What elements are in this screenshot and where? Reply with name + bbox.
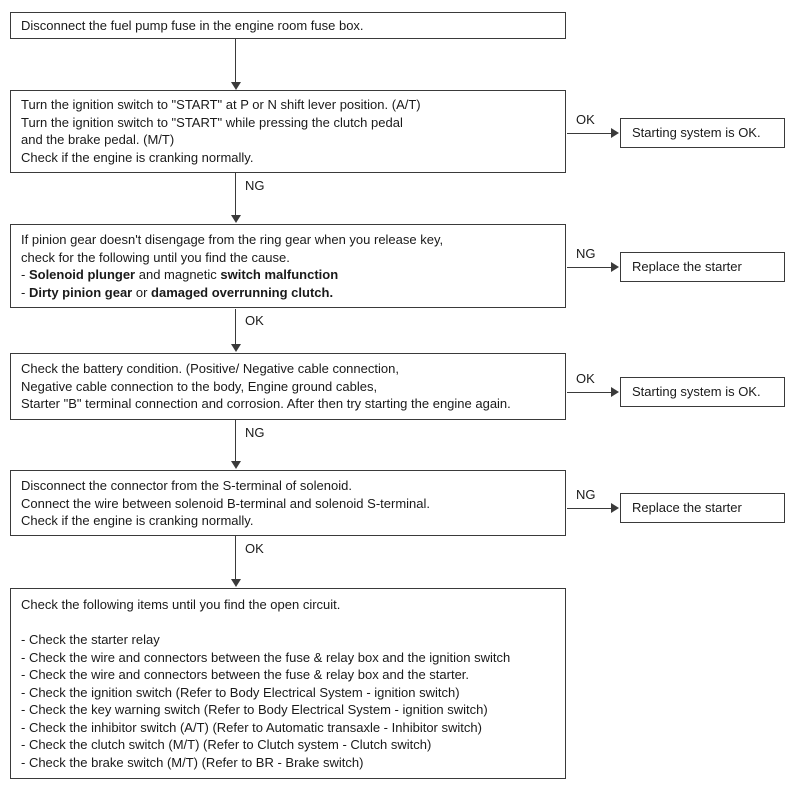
step-text-line: If pinion gear doesn't disengage from the ring gear when you release key, [21,232,444,247]
result-text: Starting system is OK. [632,384,761,400]
branch-line-2 [567,267,612,268]
step-bullet-line: - Dirty pinion gear or damaged overrunning clutch. [21,284,334,300]
branch-label-ok: OK [576,112,595,127]
connector-line-1 [235,39,236,83]
step-text-line: - Check the ignition switch (Refer to Body Electrical System - ignition switch) [21,684,460,700]
connector-label-ok: OK [245,541,264,556]
step-text-line: - Check the brake switch (M/T) (Refer to BR - Brake switch) [21,754,364,770]
step-text-line: Negative cable connection to the body, Engine ground cables, [21,378,378,394]
branch-line-1 [567,133,612,134]
step-text-line: Check if the engine is cranking normally. [21,513,254,528]
result-box-1 [620,118,785,148]
connector-label-ok: OK [245,313,264,328]
step-box-4 [10,353,566,420]
arrow-down-icon [231,344,241,352]
arrow-down-icon [231,82,241,90]
step-text-line: - Check the starter relay [21,632,160,647]
branch-label-ng: NG [576,246,596,261]
arrow-down-icon [231,215,241,223]
step-box-5 [10,470,566,536]
connector-label-ng: NG [245,178,265,193]
step-text-line: - Check the clutch switch (M/T) (Refer to Clutch system - Clutch switch) [21,737,432,752]
arrow-down-icon [231,579,241,587]
step-text-line [21,614,555,632]
step-box-3 [10,224,566,308]
step-box-1 [10,12,566,39]
step-text-line: - Check the key warning switch (Refer to Body Electrical System - ignition switch) [21,702,488,717]
connector-label-ng: NG [245,425,265,440]
branch-label-ng: NG [576,487,596,502]
step-text-line: Starter "B" terminal connection and corrosion. After then try starting the engine again. [21,396,511,411]
branch-line-3 [567,392,612,393]
arrow-right-icon [611,387,619,397]
arrow-right-icon [611,128,619,138]
result-text: Replace the starter [632,500,742,516]
arrow-down-icon [231,461,241,469]
step-bullet-line: - Solenoid plunger and magnetic switch malfunction [21,267,339,282]
step-text-line: Check the following items until you find the open circuit. [21,597,341,612]
step-text-line: Check if the engine is cranking normally. [21,149,254,165]
arrow-right-icon [611,503,619,513]
step-text-line: Connect the wire between solenoid B-terminal and solenoid S-terminal. [21,495,430,511]
result-text: Replace the starter [632,259,742,275]
step-text-line: - Check the wire and connectors between the fuse & relay box and the ignition switch [21,649,511,665]
step-text-line: and the brake pedal. (M/T) [21,132,175,147]
step-text-line: Check the battery condition. (Positive/ Negative cable connection, [21,361,399,376]
arrow-right-icon [611,262,619,272]
connector-line-4 [235,420,236,462]
step-text-line: - Check the inhibitor switch (A/T) (Refer to Automatic transaxle - Inhibitor switch) [21,719,482,735]
step-box-2 [10,90,566,173]
result-box-2 [620,252,785,282]
step-text-line: Turn the ignition switch to "START" at P or N shift lever position. (A/T) [21,97,421,112]
result-box-3 [620,377,785,407]
connector-line-5 [235,536,236,580]
result-box-4 [620,493,785,523]
result-text: Starting system is OK. [632,125,761,141]
connector-line-2 [235,173,236,216]
step-text-line: Disconnect the fuel pump fuse in the engine room fuse box. [21,18,364,33]
branch-label-ok: OK [576,371,595,386]
branch-line-4 [567,508,612,509]
step-text-line: Turn the ignition switch to "START" while pressing the clutch pedal [21,114,403,130]
step-text-line: - Check the wire and connectors between the fuse & relay box and the starter. [21,667,470,682]
step-text-line: check for the following until you find the cause. [21,249,290,265]
step-box-6 [10,588,566,779]
connector-line-3 [235,309,236,345]
step-text-line: Disconnect the connector from the S-terminal of solenoid. [21,478,352,493]
